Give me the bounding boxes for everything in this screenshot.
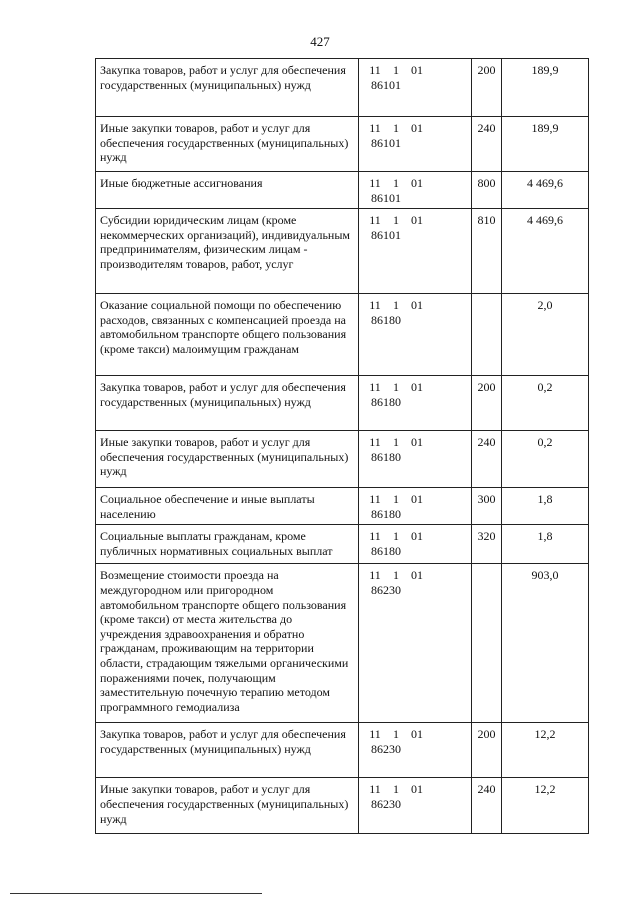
expense-name-cell: Возмещение стоимости проезда на междугородном или пригородном автомобильном транспорте общего пользования (кроме такси) от места жительства до учреждения здравоохранения и обратно гражданам, проживающим на территории области, страдающим тяжелыми органическими поражениями почек, получающим заместительную почечную терапию методом программного гемодиализа <box>96 564 359 723</box>
subsection-code: 1 <box>393 435 399 450</box>
table-row <box>96 723 589 778</box>
classification-code-cell <box>359 209 472 294</box>
target-item-code: 86230 <box>371 582 401 597</box>
expense-type-code-cell: 200 <box>472 376 502 431</box>
target-item-code: 86230 <box>371 796 401 811</box>
section-code: 11 <box>369 176 381 190</box>
amount-cell: 0,2 <box>502 431 589 488</box>
expense-type-code-cell: 200 <box>472 59 502 117</box>
expense-type-code-cell: 240 <box>472 431 502 488</box>
subsection-code: 1 <box>393 63 399 77</box>
target-item-code: 86101 <box>371 227 401 242</box>
section-code: 11 <box>369 727 381 742</box>
expense-name-cell: Иные закупки товаров, работ и услуг для обеспечения государственных (муниципальных) нужд <box>96 117 359 172</box>
section-code: 11 <box>369 568 381 583</box>
table-row <box>96 294 589 376</box>
expense-name-cell: Социальные выплаты гражданам, кроме публичных нормативных социальных выплат <box>96 525 359 564</box>
expense-name-cell: Закупка товаров, работ и услуг для обеспечения государственных (муниципальных) нужд <box>96 723 359 778</box>
amount-cell: 189,9 <box>502 59 589 117</box>
program-code: 01 <box>411 298 423 313</box>
program-code: 01 <box>411 435 423 450</box>
program-code: 01 <box>411 568 423 583</box>
amount-cell: 1,8 <box>502 525 589 564</box>
subsection-code: 1 <box>393 298 399 313</box>
section-code: 11 <box>369 213 381 228</box>
target-item-code: 86230 <box>371 741 401 756</box>
target-item-code: 86180 <box>371 312 401 327</box>
expense-name-cell: Субсидии юридическим лицам (кроме некоммерческих организаций), индивидуальным предпринимателям, физическим лицам - производителям товаров, работ, услуг <box>96 209 359 294</box>
expense-type-code-cell: 240 <box>472 117 502 172</box>
amount-cell: 189,9 <box>502 117 589 172</box>
table-row <box>96 209 589 294</box>
program-code: 01 <box>411 492 423 507</box>
program-code: 01 <box>411 380 423 395</box>
expense-name-cell: Оказание социальной помощи по обеспечению расходов, связанных с компенсацией проезда на автомобильном транспорте общего пользования (кроме такси) малоимущим гражданам <box>96 294 359 376</box>
subsection-code: 1 <box>393 492 399 507</box>
program-code: 01 <box>411 213 423 228</box>
section-code: 11 <box>369 529 381 544</box>
table-row <box>96 172 589 209</box>
expense-type-code-cell: 300 <box>472 488 502 525</box>
subsection-code: 1 <box>393 529 399 544</box>
subsection-code: 1 <box>393 782 399 797</box>
subsection-code: 1 <box>393 380 399 395</box>
section-code: 11 <box>369 63 381 77</box>
expense-type-code-cell: 800 <box>472 172 502 209</box>
expense-type-code-cell: 320 <box>472 525 502 564</box>
classification-code-cell <box>359 172 472 209</box>
target-item-code: 86180 <box>371 449 401 464</box>
target-item-code: 86101 <box>371 77 401 92</box>
table-row <box>96 525 589 564</box>
program-code: 01 <box>411 782 423 797</box>
target-item-code: 86101 <box>371 190 401 205</box>
target-item-code: 86180 <box>371 394 401 409</box>
classification-code-cell <box>359 564 472 723</box>
subsection-code: 1 <box>393 213 399 228</box>
table-row <box>96 431 589 488</box>
table-row <box>96 376 589 431</box>
classification-code-cell <box>359 525 472 564</box>
subsection-code: 1 <box>393 568 399 583</box>
expense-name-cell: Иные бюджетные ассигнования <box>96 172 359 209</box>
expense-name-cell: Иные закупки товаров, работ и услуг для обеспечения государственных (муниципальных) нужд <box>96 431 359 488</box>
expense-name-cell: Закупка товаров, работ и услуг для обеспечения государственных (муниципальных) нужд <box>96 376 359 431</box>
program-code: 01 <box>411 727 423 742</box>
expense-type-code-cell: 200 <box>472 723 502 778</box>
expense-name-cell: Закупка товаров, работ и услуг для обеспечения государственных (муниципальных) нужд <box>96 59 359 117</box>
subsection-code: 1 <box>393 176 399 190</box>
target-item-code: 86180 <box>371 506 401 521</box>
amount-cell: 1,8 <box>502 488 589 525</box>
target-item-code: 86101 <box>371 135 401 150</box>
section-code: 11 <box>369 492 381 507</box>
expense-type-code-cell: 810 <box>472 209 502 294</box>
amount-cell: 0,2 <box>502 376 589 431</box>
expense-name-cell: Иные закупки товаров, работ и услуг для обеспечения государственных (муниципальных) нужд <box>96 778 359 834</box>
subsection-code: 1 <box>393 727 399 742</box>
expense-type-code-cell <box>472 564 502 723</box>
section-code: 11 <box>369 782 381 797</box>
amount-cell: 2,0 <box>502 294 589 376</box>
footnote-separator <box>10 893 262 894</box>
table-row <box>96 117 589 172</box>
program-code: 01 <box>411 176 423 190</box>
program-code: 01 <box>411 63 423 77</box>
classification-code-cell <box>359 376 472 431</box>
page-number: 427 <box>310 34 330 49</box>
amount-cell: 4 469,6 <box>502 172 589 209</box>
program-code: 01 <box>411 529 423 544</box>
amount-cell: 12,2 <box>502 723 589 778</box>
target-item-code: 86180 <box>371 543 401 558</box>
subsection-code: 1 <box>393 121 399 135</box>
expense-type-code-cell <box>472 294 502 376</box>
classification-code-cell <box>359 778 472 834</box>
classification-code-cell <box>359 294 472 376</box>
classification-code-cell <box>359 59 472 117</box>
budget-table-body <box>96 59 589 834</box>
classification-code-cell <box>359 117 472 172</box>
amount-cell: 4 469,6 <box>502 209 589 294</box>
section-code: 11 <box>369 380 381 395</box>
classification-code-cell <box>359 488 472 525</box>
table-row <box>96 564 589 723</box>
expense-name-cell: Социальное обеспечение и иные выплаты населению <box>96 488 359 525</box>
budget-table <box>95 58 589 834</box>
amount-cell: 12,2 <box>502 778 589 834</box>
table-row <box>96 778 589 834</box>
table-row <box>96 488 589 525</box>
amount-cell: 903,0 <box>502 564 589 723</box>
expense-type-code-cell: 240 <box>472 778 502 834</box>
program-code: 01 <box>411 121 423 135</box>
section-code: 11 <box>369 121 381 135</box>
classification-code-cell <box>359 431 472 488</box>
table-row <box>96 59 589 117</box>
section-code: 11 <box>369 435 381 450</box>
classification-code-cell <box>359 723 472 778</box>
section-code: 11 <box>369 298 381 313</box>
